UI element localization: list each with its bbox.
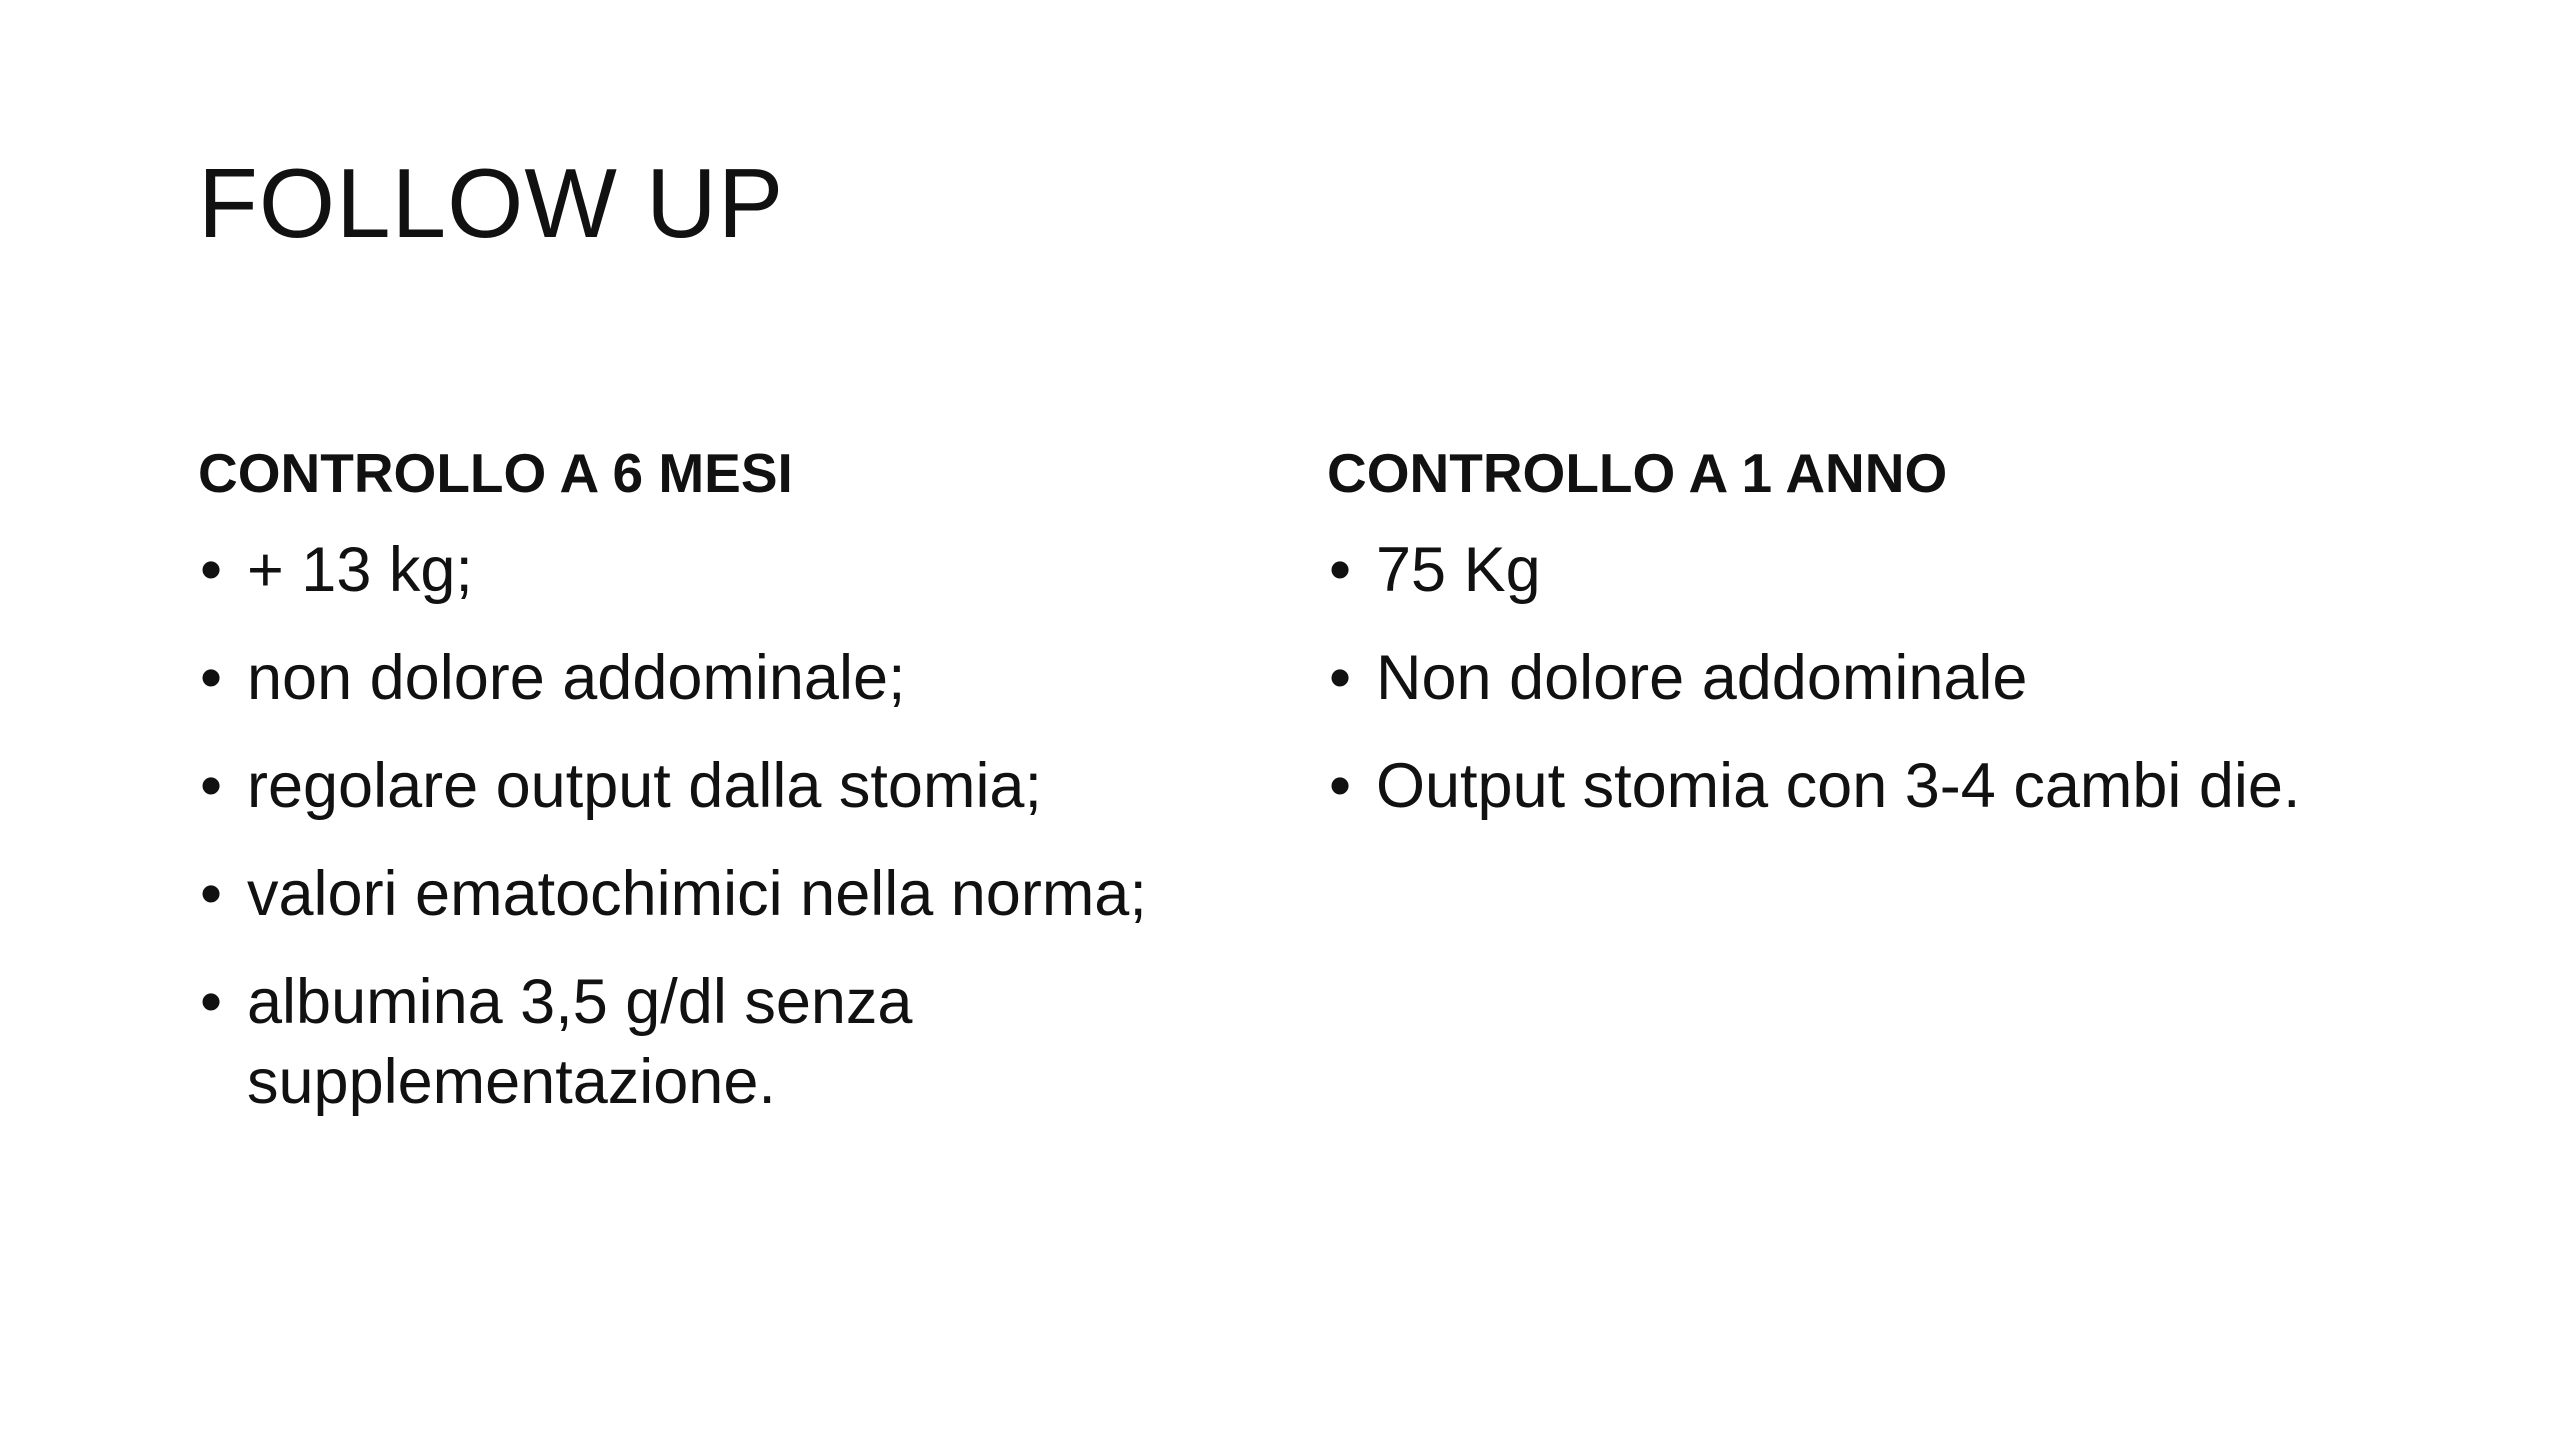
bullet-text: + 13 kg;	[247, 535, 473, 605]
bullet-dot-icon: •	[200, 535, 223, 605]
bullet-item	[198, 638, 1278, 718]
slide-title: FOLLOW UP	[198, 148, 785, 258]
column-heading-6-months: CONTROLLO A 6 MESI	[198, 442, 793, 504]
column-6-months	[198, 440, 1278, 1150]
bullet-text: Output stomia con 3-4 cambi die.	[1376, 751, 2301, 821]
bullet-item	[1327, 746, 2356, 826]
bullet-dot-icon: •	[200, 967, 223, 1037]
bullet-dot-icon: •	[1329, 643, 1352, 713]
bullet-text: albumina 3,5 g/dl senza supplementazione.	[247, 967, 913, 1117]
bullet-dot-icon: •	[200, 643, 223, 713]
bullet-dot-icon: •	[200, 859, 223, 929]
bullet-item	[198, 530, 1278, 610]
bullet-list-6-months	[198, 530, 1278, 1122]
bullet-item	[198, 854, 1278, 934]
bullet-text: non dolore addominale;	[247, 643, 906, 713]
bullet-text: valori ematochimici nella norma;	[247, 859, 1147, 929]
bullet-item	[198, 746, 1278, 826]
bullet-dot-icon: •	[1329, 535, 1352, 605]
bullet-text: 75 Kg	[1376, 535, 1541, 605]
bullet-item	[198, 962, 1007, 1122]
bullet-item	[1327, 638, 2327, 718]
bullet-dot-icon: •	[200, 751, 223, 821]
column-heading-1-year: CONTROLLO A 1 ANNO	[1327, 442, 1948, 504]
bullet-text: Non dolore addominale	[1376, 643, 2028, 713]
bullet-item	[1327, 530, 2327, 610]
column-1-year	[1327, 440, 2327, 854]
bullet-list-1-year	[1327, 530, 2327, 826]
bullet-dot-icon: •	[1329, 751, 1352, 821]
bullet-text: regolare output dalla stomia;	[247, 751, 1042, 821]
